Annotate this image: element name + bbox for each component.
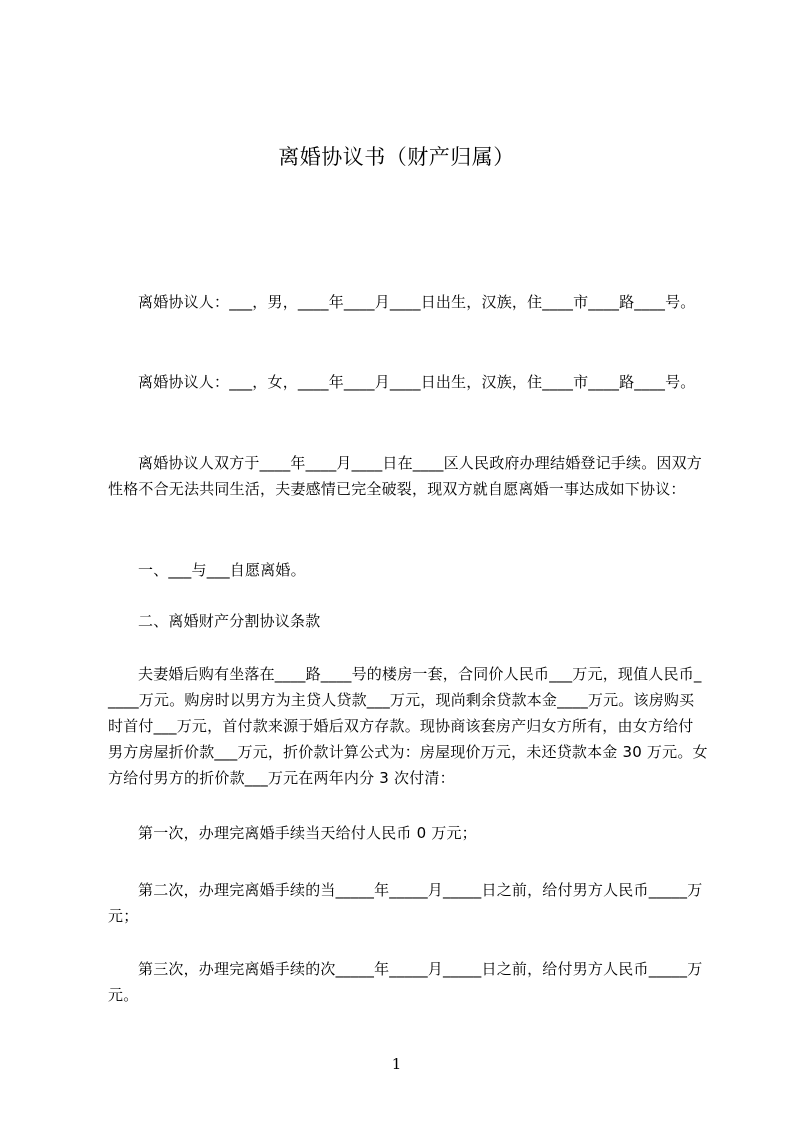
page-number: 1 [391, 1055, 402, 1073]
paragraph-text: 一、___与___自愿离婚。 [138, 561, 306, 579]
clause-one [108, 557, 708, 583]
paragraph-text: 离婚协议人：___，男，____年____月____日出生，汉族，住____市____路____号。 [138, 293, 696, 311]
party-female-paragraph [108, 369, 708, 395]
marriage-registration-paragraph [108, 450, 708, 502]
paragraph-text: 第一次，办理完离婚手续当天给付人民币 0 万元； [138, 824, 477, 842]
second-payment-paragraph [108, 877, 708, 929]
property-division-paragraph [108, 661, 708, 791]
party-male-paragraph [108, 289, 708, 315]
document-title: 离婚协议书（财产归属） [278, 145, 515, 169]
third-payment-paragraph [108, 956, 708, 1008]
paragraph-text: 第二次，办理完离婚手续的当_____年_____月_____日之前，给付男方人民币_____万元； [108, 881, 703, 925]
clause-two-heading [108, 608, 708, 634]
paragraph-text: 二、离婚财产分割协议条款 [138, 612, 321, 630]
paragraph-text: 夫妻婚后购有坐落在____路____号的楼房一套，合同价人民币___万元，现值人民币_____万元。购房时以男方为主贷人贷款___万元，现尚剩余贷款本金____万元。该房购买时首付___万元，首付款来源于婚后双方存款。现协商该套房产归女方所有，由女方给付男方房屋折价款___万元，折价款计算公式为：房屋现价万元，未还贷款本金 30 万元。女方给付男方的折价款___万元在两年内分 3 次付清： [108, 665, 708, 787]
paragraph-text: 离婚协议人双方于____年____月____日在____区人民政府办理结婚登记手续。因双方性格不合无法共同生活，夫妻感情已完全破裂，现双方就自愿离婚一事达成如下协议： [108, 454, 703, 498]
paragraph-text: 离婚协议人：___，女，____年____月____日出生，汉族，住____市____路____号。 [138, 373, 696, 391]
first-payment-paragraph [108, 820, 708, 846]
paragraph-text: 第三次，办理完离婚手续的次_____年_____月_____日之前，给付男方人民币_____万元。 [108, 960, 703, 1004]
